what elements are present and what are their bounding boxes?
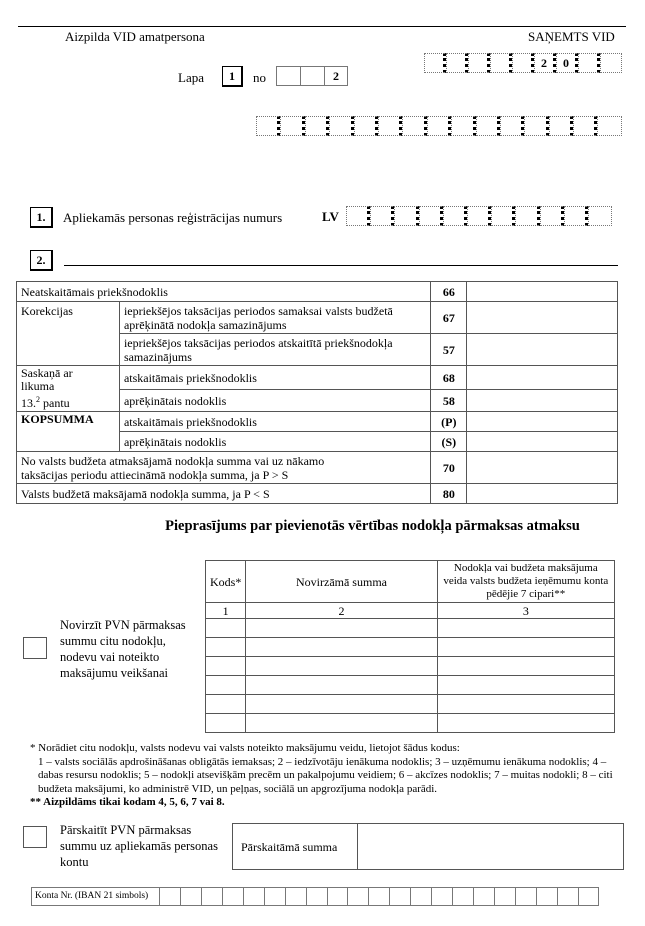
row-68-value[interactable] <box>467 366 618 390</box>
row-s-label: aprēķinātais nodoklis <box>119 432 430 452</box>
footnote-codes: 1 – valsts sociālās apdrošināšanas obligātās iemaksas; 2 – iedzīvotāju ienākuma nodoklis; 3 – uzņēmumu ienākuma nodoklis; 4 – dabas resursu nodoklis; 5 – nodokļi atsevišķām precēm un pakalpojumu veidiem; 6 – akcīzes nodoklis; 7 – muitas nodokli; 8 – citi budžeta maksājumi, ko administrē VID, un peļņas, sociālā un apgrozījuma nodokļa parādi. <box>38 755 613 795</box>
table-row[interactable] <box>206 695 615 714</box>
row-58-label: aprēķinātais nodoklis <box>119 390 430 412</box>
table-row[interactable] <box>206 657 615 676</box>
row-67-code: 67 <box>431 302 467 334</box>
row-80-value[interactable] <box>467 484 618 504</box>
section-1-number: 1. <box>30 207 53 228</box>
total-pages-box[interactable] <box>276 66 348 86</box>
taxpayer-registration-boxes[interactable] <box>346 206 612 226</box>
redirect-table <box>205 560 615 733</box>
row-66-value[interactable] <box>467 282 618 302</box>
table-header-row <box>206 561 615 603</box>
row-70-value[interactable] <box>467 452 618 484</box>
of-label: no <box>253 70 266 85</box>
received-label: SAŅEMTS VID <box>528 29 615 44</box>
transfer-checkbox[interactable] <box>23 826 47 848</box>
year-digit-2: 0 <box>556 53 578 73</box>
header-account: Nodokļa vai budžeta maksājuma veida valsts budžeta ieņēmumu konta pēdējie 7 cipari** <box>437 561 614 603</box>
colnum-1: 1 <box>206 603 246 619</box>
section-2-number: 2. <box>30 250 53 271</box>
registration-label: Apliekamās personas reģistrācijas numurs <box>63 210 283 225</box>
row-80-label: Valsts budžetā maksājamā nodokļa summa, ja P < S <box>17 484 431 504</box>
column-number-row <box>206 603 615 619</box>
redirect-label: Novirzīt PVN pārmaksas summu citu nodokļu, nodevu vai noteikto maksājumu veikšanai <box>60 618 186 680</box>
row-57-label: iepriekšējos taksācijas periodos atskaitītā priekšnodokļa samazinājums <box>119 334 430 366</box>
kopsumma-group: KOPSUMMA <box>17 412 120 452</box>
table-row <box>17 366 618 390</box>
colnum-2: 2 <box>246 603 437 619</box>
korekcijas-group: Korekcijas <box>17 302 120 366</box>
footnote-note: ** Aizpildāms tikai kodam 4, 5, 6, 7 vai 8. <box>30 796 225 808</box>
table-row <box>17 452 618 484</box>
request-title: Pieprasījums par pievienotās vērtības nodokļa pārmaksas atmaksu <box>165 518 580 534</box>
header-kods: Kods* <box>206 561 246 603</box>
tax-summary-table <box>16 281 618 504</box>
footnotes <box>30 742 620 810</box>
table-row[interactable] <box>206 638 615 657</box>
colnum-3: 3 <box>437 603 614 619</box>
account-label: Konta Nr. (IBAN 21 simbols) <box>31 887 159 906</box>
registration-number-boxes[interactable] <box>256 116 622 136</box>
law-group-line1: Saskaņā ar <box>21 366 73 380</box>
law-group-line3 <box>21 393 115 410</box>
table-row <box>17 484 618 504</box>
header-amount: Novirzāmā summa <box>246 561 437 603</box>
law-article-number: 13. <box>21 396 36 410</box>
page-number-box[interactable]: 1 <box>222 66 243 87</box>
row-68-code: 68 <box>431 366 467 390</box>
row-58-code: 58 <box>431 390 467 412</box>
filled-by-label: Aizpilda VID amatpersona <box>65 29 205 44</box>
top-rule <box>18 26 626 27</box>
row-p-label: atskaitāmais priekšnodoklis <box>119 412 430 432</box>
law-article-word: pantu <box>40 396 70 410</box>
row-67-value[interactable] <box>467 302 618 334</box>
table-row <box>17 302 618 334</box>
row-57-value[interactable] <box>467 334 618 366</box>
law-group <box>17 366 120 412</box>
section-2-line[interactable] <box>64 265 618 266</box>
account-number-row[interactable] <box>31 887 619 906</box>
row-68-label: atskaitāmais priekšnodoklis <box>119 366 430 390</box>
row-66-code: 66 <box>431 282 467 302</box>
row-57-code: 57 <box>431 334 467 366</box>
row-58-value[interactable] <box>467 390 618 412</box>
transfer-label: Pārskaitīt PVN pārmaksas summu uz apliekamās personas kontu <box>60 823 218 869</box>
table-row[interactable] <box>206 619 615 638</box>
row-s-code: (S) <box>431 432 467 452</box>
table-row[interactable] <box>206 676 615 695</box>
row-70-label: No valsts budžeta atmaksājamā nodokļa summa vai uz nākamo taksācijas periodu attiecināmā nodokļa summa, ja P > S <box>17 452 431 484</box>
redirect-checkbox[interactable] <box>23 637 47 659</box>
row-p-code: (P) <box>431 412 467 432</box>
law-group-line2: likuma <box>21 379 55 393</box>
footnote-intro: * Norādiet citu nodokļu, valsts nodevu vai valsts noteikto maksājumu veidu, lietojot šādus kodus: <box>30 742 460 754</box>
total-pages-value: 2 <box>324 66 348 86</box>
table-row <box>17 412 618 432</box>
year-digit-1: 2 <box>534 53 556 73</box>
row-67-label: iepriekšējos taksācijas periodos samaksai valsts budžetā aprēķinātā nodokļa samazinājums <box>119 302 430 334</box>
row-p-value[interactable] <box>467 412 618 432</box>
row-66-label: Neatskaitāmais priekšnodoklis <box>17 282 431 302</box>
table-row <box>17 282 618 302</box>
received-date-boxes[interactable] <box>424 53 622 73</box>
row-s-value[interactable] <box>467 432 618 452</box>
table-row[interactable] <box>206 714 615 733</box>
row-70-code: 70 <box>431 452 467 484</box>
law-article-sup: 2 <box>36 395 40 404</box>
row-80-code: 80 <box>431 484 467 504</box>
lv-prefix: LV <box>322 209 339 224</box>
transfer-amount-field[interactable] <box>357 824 623 870</box>
page-label: Lapa <box>178 70 204 85</box>
transfer-amount-label: Pārskaitāmā summa <box>233 824 358 870</box>
transfer-table <box>232 823 624 870</box>
